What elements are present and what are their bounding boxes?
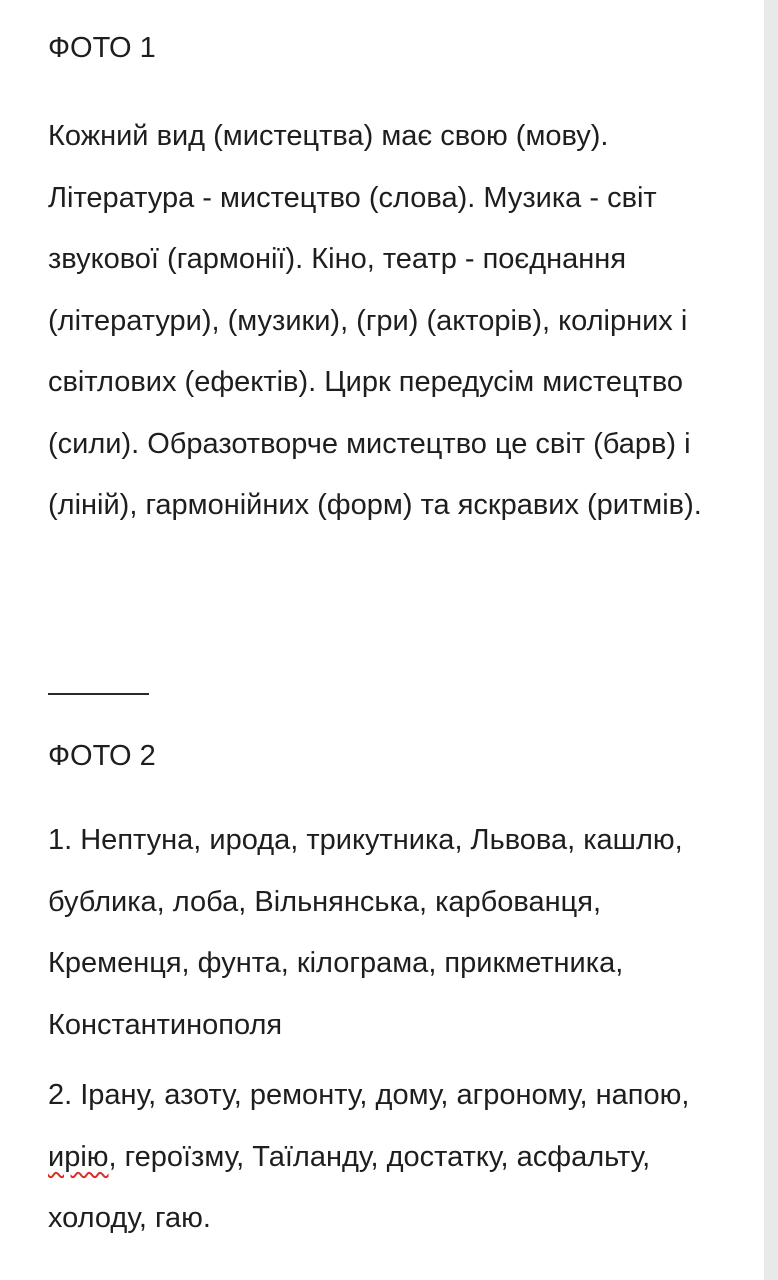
photo2-answer-1[interactable]: 1. Нептуна, ирода, трикутника, Львова, кашлю, бублика, лоба, Вільнянська, карбованця, Кременця, фунта, кілограма, прикметника, Константинополя <box>48 824 683 1041</box>
photo1-heading: ФОТО 1 <box>48 32 156 64</box>
photo2-answer-2[interactable] <box>48 1065 738 1250</box>
right-gutter <box>764 0 778 1280</box>
photo1-paragraph[interactable]: Кожний вид (мистецтва) має свою (мову). Література - мистецтво (слова). Музика - світ звукової (гармонії). Кіно, театр - поєднання (літератури), (музики), (гри) (акторів), колірних і світлових (ефектів). Цирк передусім мистецтво (сили). Образотворче мистецтво це світ (барв) і (ліній), гармонійних (форм) та яскравих (ритмів). <box>48 120 702 521</box>
answer2-text-start: 2. Ірану, азоту, ремонту, дому, агроному, напою, <box>48 1079 690 1111</box>
answer2-text-end: , героїзму, Таїланду, достатку, асфальту, холоду, гаю. <box>48 1140 651 1234</box>
spellcheck-flagged-word[interactable]: ирію <box>48 1140 109 1173</box>
photo2-heading: ФОТО 2 <box>48 740 156 772</box>
separator-line <box>48 693 149 695</box>
